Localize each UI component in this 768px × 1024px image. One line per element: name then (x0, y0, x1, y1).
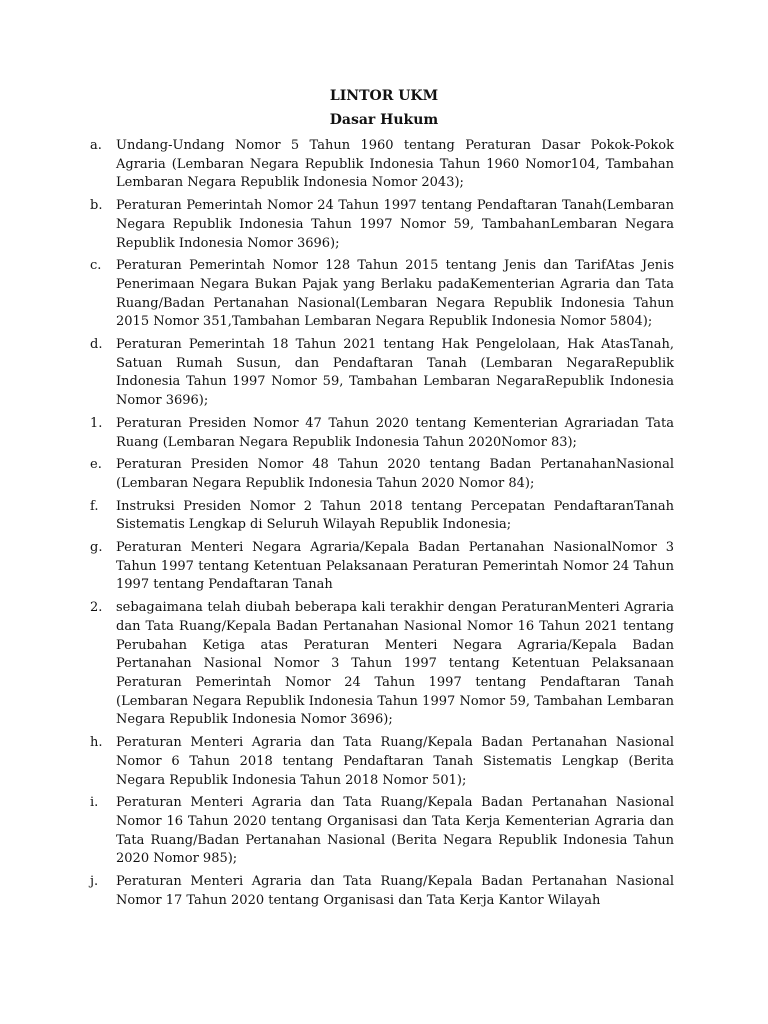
list-item (90, 498, 674, 535)
list-item-text: Peraturan Presiden Nomor 47 Tahun 2020 tentang Kementerian Agrariadan Tata Ruang (Lembaran Negara Republik Indonesia Tahun 2020Nomor 83); (116, 415, 674, 450)
list-marker: i. (90, 795, 99, 811)
list-item (90, 734, 674, 790)
list-item-text: Peraturan Presiden Nomor 48 Tahun 2020 tentang Badan PertanahanNasional (Lembaran Negara Republik Indonesia Tahun 2020 Nomor 84); (116, 457, 674, 491)
list-item (90, 539, 674, 595)
list-item-text: sebagaimana telah diubah beberapa kali terakhir dengan PeraturanMenteri Agraria dan Tata Ruang/Kepala Badan Pertanahan Nasional Nomor 16 Tahun 2021 tentang Perubahan Ketiga atas Peraturan Menteri Negara Agraria/Kepala Badan Pertanahan Nasional Nomor 3 Tahun 1997 tentang Ketentuan Pelaksanaan Peraturan Pemerintah Nomor 24 Tahun 1997 tentang Pendaftaran Tanah (Lembaran Negara Republik Indonesia Tahun 1997 Nomor 59, Tambahan Lembaran Negara Republik Indonesia Nomor 3696); (116, 600, 674, 728)
list-item (90, 415, 674, 452)
section-heading: Dasar Hukum (329, 112, 439, 128)
list-marker: c. (90, 258, 102, 274)
list-item-text: Peraturan Menteri Negara Agraria/Kepala Badan Pertanahan NasionalNomor 3 Tahun 1997 tentang Ketentuan Pelaksanaan Peraturan Pemerintah Nomor 24 Tahun 1997 tentang Pendaftaran Tanah (116, 540, 674, 593)
list-item-text: Peraturan Menteri Agraria dan Tata Ruang/Kepala Badan Pertanahan Nasional Nomor 17 Tahun 2020 tentang Organisasi dan Tata Kerja Kantor Wilayah (116, 874, 674, 908)
list-marker: a. (90, 138, 102, 153)
list-item (90, 197, 674, 253)
legal-basis-list (90, 137, 674, 914)
list-item-text: Peraturan Menteri Agraria dan Tata Ruang/Kepala Badan Pertanahan Nasional Nomor 6 Tahun 2018 tentang Pendaftaran Tanah Sistematis Lengkap (Berita Negara Republik Indonesia Tahun 2018 Nomor 501); (116, 735, 674, 788)
list-marker: e. (90, 457, 102, 473)
list-item-text: Peraturan Pemerintah Nomor 24 Tahun 1997 tentang Pendaftaran Tanah(Lembaran Negara Republik Indonesia Tahun 1997 Nomor 59, TambahanLembaran Negara Republik Indonesia Nomor 3696); (116, 198, 674, 251)
list-marker: j. (90, 874, 99, 890)
list-item-text: Peraturan Pemerintah Nomor 128 Tahun 2015 tentang Jenis dan TarifAtas Jenis Penerimaan Negara Bukan Pajak yang Berlaku padaKementerian Agraria dan Tata Ruang/Badan Pertanahan Nasional(Lembaran Negara Republik Indonesia Tahun 2015 Nomor 351,Tambahan Lembaran Negara Republik Indonesia Nomor 5804); (116, 258, 674, 330)
list-marker: f. (90, 498, 99, 514)
document-title: LINTOR UKM (329, 88, 439, 104)
list-marker: g. (90, 540, 103, 556)
list-item (90, 599, 674, 730)
list-item (90, 873, 674, 910)
list-item (90, 137, 674, 193)
list-marker: h. (90, 735, 103, 751)
list-item (90, 794, 674, 869)
list-marker: b. (90, 198, 103, 214)
list-item-text: Undang-Undang Nomor 5 Tahun 1960 tentang Peraturan Dasar Pokok-Pokok Agraria (Lembaran Negara Republik Indonesia Tahun 1960 Nomor104, Tambahan Lembaran Negara Republik Indonesia Nomor 2043); (116, 138, 674, 191)
list-item-text: Peraturan Pemerintah 18 Tahun 2021 tentang Hak Pengelolaan, Hak AtasTanah, Satuan Rumah Susun, dan Pendaftaran Tanah (Lembaran NegaraRepublik Indonesia Tahun 1997 Nomor 59, Tambahan Lembaran NegaraRepublik Indonesia Nomor 3696); (116, 337, 674, 409)
list-item (90, 456, 674, 493)
list-marker: 1. (90, 415, 103, 431)
list-marker: 2. (90, 600, 103, 616)
list-item (90, 336, 674, 411)
list-item-text: Instruksi Presiden Nomor 2 Tahun 2018 tentang Percepatan PendaftaranTanah Sistematis Lengkap di Seluruh Wilayah Republik Indonesia; (116, 498, 674, 533)
list-item (90, 257, 674, 332)
list-marker: d. (90, 337, 103, 353)
list-item-text: Peraturan Menteri Agraria dan Tata Ruang/Kepala Badan Pertanahan Nasional Nomor 16 Tahun 2020 tentang Organisasi dan Tata Kerja Kementerian Agraria dan Tata Ruang/Badan Pertanahan Nasional (Berita Negara Republik Indonesia Tahun 2020 Nomor 985); (116, 795, 674, 867)
